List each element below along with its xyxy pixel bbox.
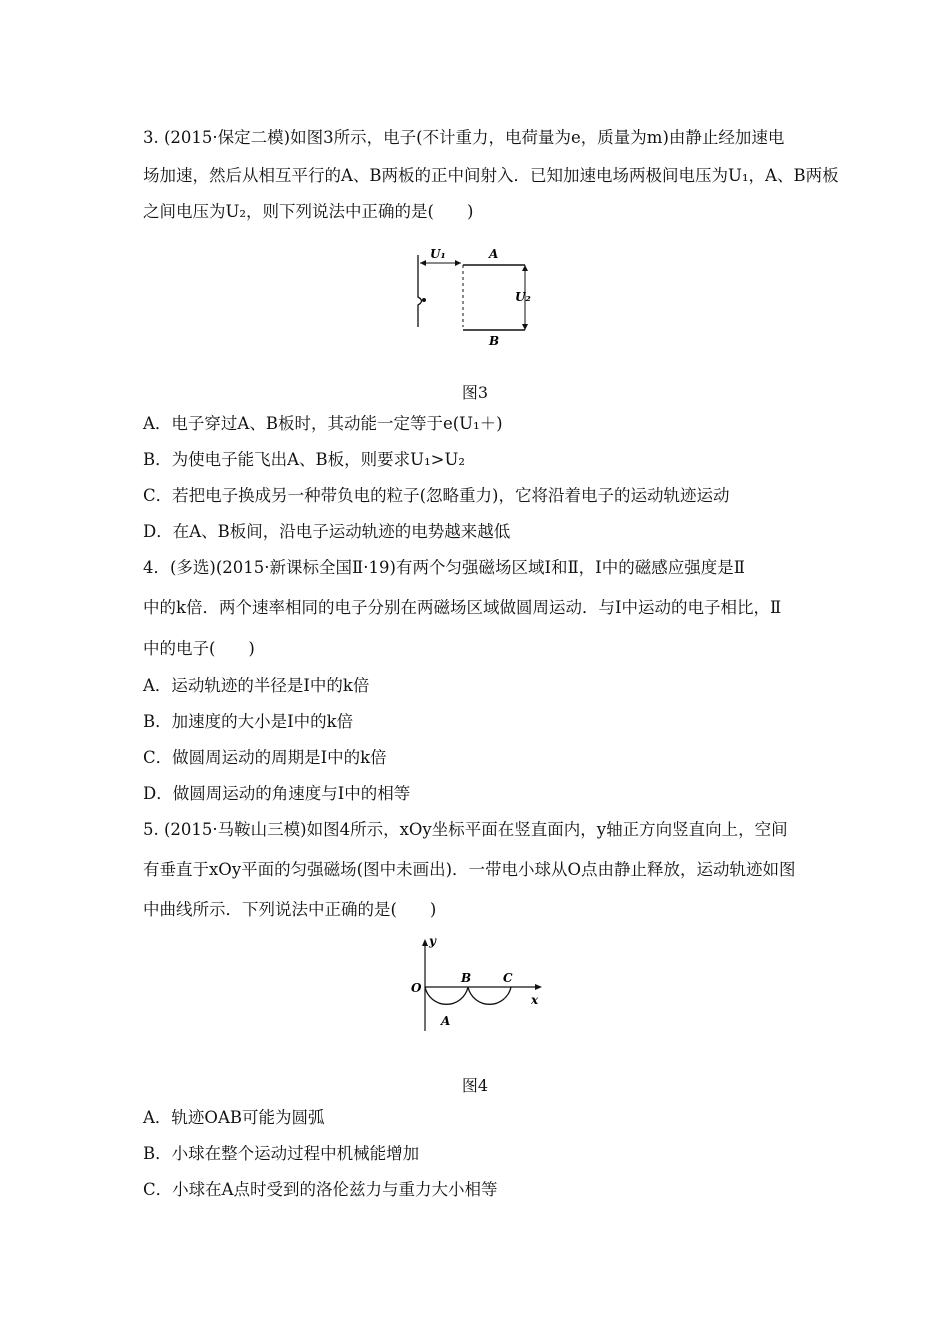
label-u2: U₂: [515, 290, 531, 304]
figure-4: [405, 933, 550, 1035]
q4-option-a: A．运动轨迹的半径是Ⅰ中的k倍: [143, 676, 370, 695]
electron-dot: [422, 298, 426, 302]
q4-option-b: B．加速度的大小是Ⅰ中的k倍: [143, 712, 354, 731]
label-x: x: [531, 993, 539, 1007]
accelerator-plate-left: [418, 255, 422, 327]
arc-oab: [425, 987, 468, 1004]
label-o: O: [411, 981, 422, 995]
q5-option-b: B．小球在整个运动过程中机械能增加: [143, 1144, 420, 1163]
figure-3-caption: 图3: [461, 383, 489, 402]
q4-line-1: 4．(多选)(2015·新课标全国Ⅱ·19)有两个匀强磁场区域Ⅰ和Ⅱ，Ⅰ中的磁感应强度是Ⅱ: [143, 558, 745, 577]
q3-line-2: 场加速，然后从相互平行的A、B两板的正中间射入．已知加速电场两极间电压为U₁，A、B两板: [143, 166, 839, 185]
label-a: A: [489, 247, 499, 261]
figure-4-caption: 图4: [461, 1076, 489, 1095]
q4-option-d: D．做圆周运动的角速度与Ⅰ中的相等: [143, 784, 411, 803]
q4-option-c: C．做圆周运动的周期是Ⅰ中的k倍: [143, 748, 387, 767]
label-u1: U₁: [430, 247, 446, 261]
q5-line-2: 有垂直于xOy平面的匀强磁场(图中未画出)．一带电小球从O点由静止释放，运动轨迹如图: [143, 860, 796, 879]
q4-line-2: 中的k倍．两个速率相同的电子分别在两磁场区域做圆周运动．与Ⅰ中运动的电子相比，Ⅱ: [143, 598, 782, 617]
q5-option-c: C．小球在A点时受到的洛伦兹力与重力大小相等: [143, 1180, 498, 1199]
q3-option-c: C．若把电子换成另一种带负电的粒子(忽略重力)，它将沿着电子的运动轨迹运动: [143, 486, 730, 505]
arc-bc: [468, 987, 511, 1004]
label-b: B: [489, 334, 500, 348]
figure-3: [405, 243, 545, 351]
q4-line-3: 中的电子( ): [143, 639, 255, 658]
q5-line-3: 中曲线所示．下列说法中正确的是( ): [143, 900, 437, 919]
q3-option-d: D．在A、B板间，沿电子运动轨迹的电势越来越低: [143, 522, 511, 541]
q5-line-1: 5. (2015·马鞍山三模)如图4所示，xOy坐标平面在竖直面内，y轴正方向竖直向上，空间: [143, 820, 788, 839]
q3-option-a: A．电子穿过A、B板时，其动能一定等于e(U₁＋): [143, 414, 503, 433]
q3-line-3: 之间电压为U₂，则下列说法中正确的是( ): [143, 202, 474, 221]
q3-option-b: B．为使电子能飞出A、B板，则要求U₁>U₂: [143, 450, 466, 469]
label-c: C: [503, 971, 513, 985]
label-a: A: [441, 1014, 451, 1028]
q5-option-a: A．轨迹OAB可能为圆弧: [143, 1108, 325, 1127]
label-y: y: [429, 934, 436, 948]
label-b: B: [461, 971, 472, 985]
q3-line-1: 3. (2015·保定二模)如图3所示，电子(不计重力，电荷量为e，质量为m)由静止经加速电: [143, 128, 785, 147]
